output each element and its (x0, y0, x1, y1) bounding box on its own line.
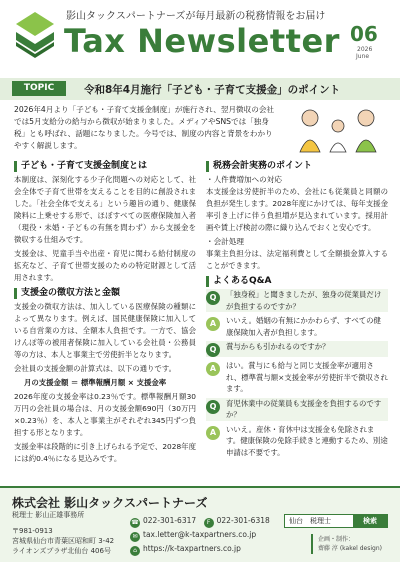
section-heading: 子ども・子育て支援金制度とは (14, 160, 196, 173)
tagline: 影山タックスパートナーズが毎月最新の税務情報をお届け (66, 11, 326, 22)
contact-info (130, 514, 270, 556)
qa-item: A はい。賞与にも給与と同じ支援金率が適用され、標準賞与額×支援金率が労使折半で徴収されます。 (206, 360, 388, 395)
phone-icon: ☎ (131, 519, 139, 526)
address: 〒981-0913 宮城県仙台市青葉区昭和町 3-42 ライオンズプラザ北仙台 406号 (12, 527, 115, 555)
qa-item: Q 賞与からも引かれるのですか？ (206, 341, 388, 357)
fax: 022-301-6318 (216, 516, 270, 525)
qa-item: Q 「独身税」と聞きましたが、独身の従業員だけが負担するのですか？ (206, 289, 388, 312)
family-illustration-icon (288, 104, 388, 156)
formula: 月の支援金額 ＝ 標準報酬月額 × 支援金率 (24, 378, 167, 387)
web-icon: ⌂ (130, 546, 140, 556)
paragraph: 事業主負担分は、法定福利費として全額損金算入することができます。 (206, 249, 388, 270)
search-button[interactable]: 検索 (353, 515, 387, 527)
search-keyword[interactable]: 仙台 税理士 (289, 517, 331, 525)
qa-item: A いいえ。婚姻の有無にかかわらず、すべての健康保険加入者が負担します。 (206, 315, 388, 338)
search-box[interactable] (284, 514, 388, 528)
qa-item: A いいえ。産休・育休中は支援金も免除されます。健康保険の免除手続きと連動するため、別途申請は不要です。 (206, 424, 388, 459)
topic-badge: TOPIC (12, 81, 66, 96)
office-name: 税理士 影山正雄事務所 (12, 511, 85, 519)
newsletter-title: Tax Newsletter (64, 22, 340, 60)
section-heading: よくあるQ&A (206, 275, 388, 288)
left-column (14, 160, 196, 467)
paragraph: 支援金は、児童手当や出産・育児に関わる給付制度の拡充など、子育て世帯支援のための特定財源として活用されます。 (14, 249, 196, 282)
company-name: 株式会社 影山タックスパートナーズ (12, 496, 208, 510)
issue-year: 2026 (357, 46, 373, 53)
section-heading: 支援金の徴収方法と金額 (14, 287, 196, 300)
tel[interactable]: 022-301-6317 (143, 516, 197, 525)
footer (0, 486, 400, 562)
logo-icon (10, 10, 60, 58)
right-column (206, 160, 388, 461)
mail-icon: ✉ (130, 532, 140, 542)
subheading: ・人件費増加への対応 (206, 175, 282, 184)
issue-number: 06 (350, 22, 378, 46)
intro-text: 2026年4月より「子ども・子育て支援金制度」が施行され、翌月徴収の会社では5月支給分の給与から徴収が始まりました。メディアやSNSでは「独身税」とも呼ばれ、話題になりました。今号では、制度の内容と背景をわかりやすく解説します。 (14, 105, 275, 150)
paragraph: 会社員の支援金額の計算式は、以下の通りです。 (14, 364, 177, 373)
fax-icon: F (204, 518, 214, 528)
topic-title: 令和8年4月施行「子ども・子育て支援金」のポイント (84, 84, 341, 96)
header (0, 0, 400, 76)
topic-bar (0, 78, 400, 100)
web-link[interactable]: https://k-taxpartners.co.jp (143, 544, 241, 553)
section-heading: 税務会計実務のポイント (206, 160, 388, 173)
paragraph: 本支援金は労使折半のため、会社にも従業員と同額の負担が発生します。2028年度にかけては、毎年支援金率引き上げに伴う負担増が見込まれています。採用計画や賃上げ検討の際に織り込んでおくと安心です。 (206, 187, 388, 232)
paragraph: 2026年度の支援金率は0.23％です。標準報酬月額30万円の会社員の場合は、月の支援金額690円（30万円×0.23％）を、本人と事業主がそれぞれ345円ずつ負担する形となります。 (14, 392, 196, 437)
email-link[interactable]: tax.letter@k-taxpartners.co.jp (143, 530, 257, 539)
subheading: ・会計処理 (206, 237, 244, 246)
credit: 企画・制作： 齋藤 淳 (kakel design) (318, 536, 382, 552)
divider (311, 534, 313, 554)
paragraph: 本制度は、深刻化する少子化問題への対応として、社会全体で子育て世帯を支えることを目的に創設されました。「社会全体で支える」という趣旨の通り、健康保険料に上乗せする形で、ほぼすべての医療保険加入者（現役・未婚・子どもの有無を問わず）から支援金を徴収する仕組みです。 (14, 175, 196, 244)
qa-item: Q 育児休業中の従業員も支援金を負担するのですか？ (206, 398, 388, 421)
paragraph: 支援金の徴収方法は、加入している医療保険の種類によって異なります。例えば、国民健康保険に加入している自営業の方は、全額本人負担です。一方で、協会けんぽ等の被用者保険に加入している会社員・公務員等の方は、本人と事業主で労使折半となります。 (14, 302, 196, 359)
issue-month: June (356, 53, 370, 60)
paragraph: 支援金率は段階的に引き上げられる予定で、2028年度には約0.4％になる見込みです。 (14, 442, 196, 463)
